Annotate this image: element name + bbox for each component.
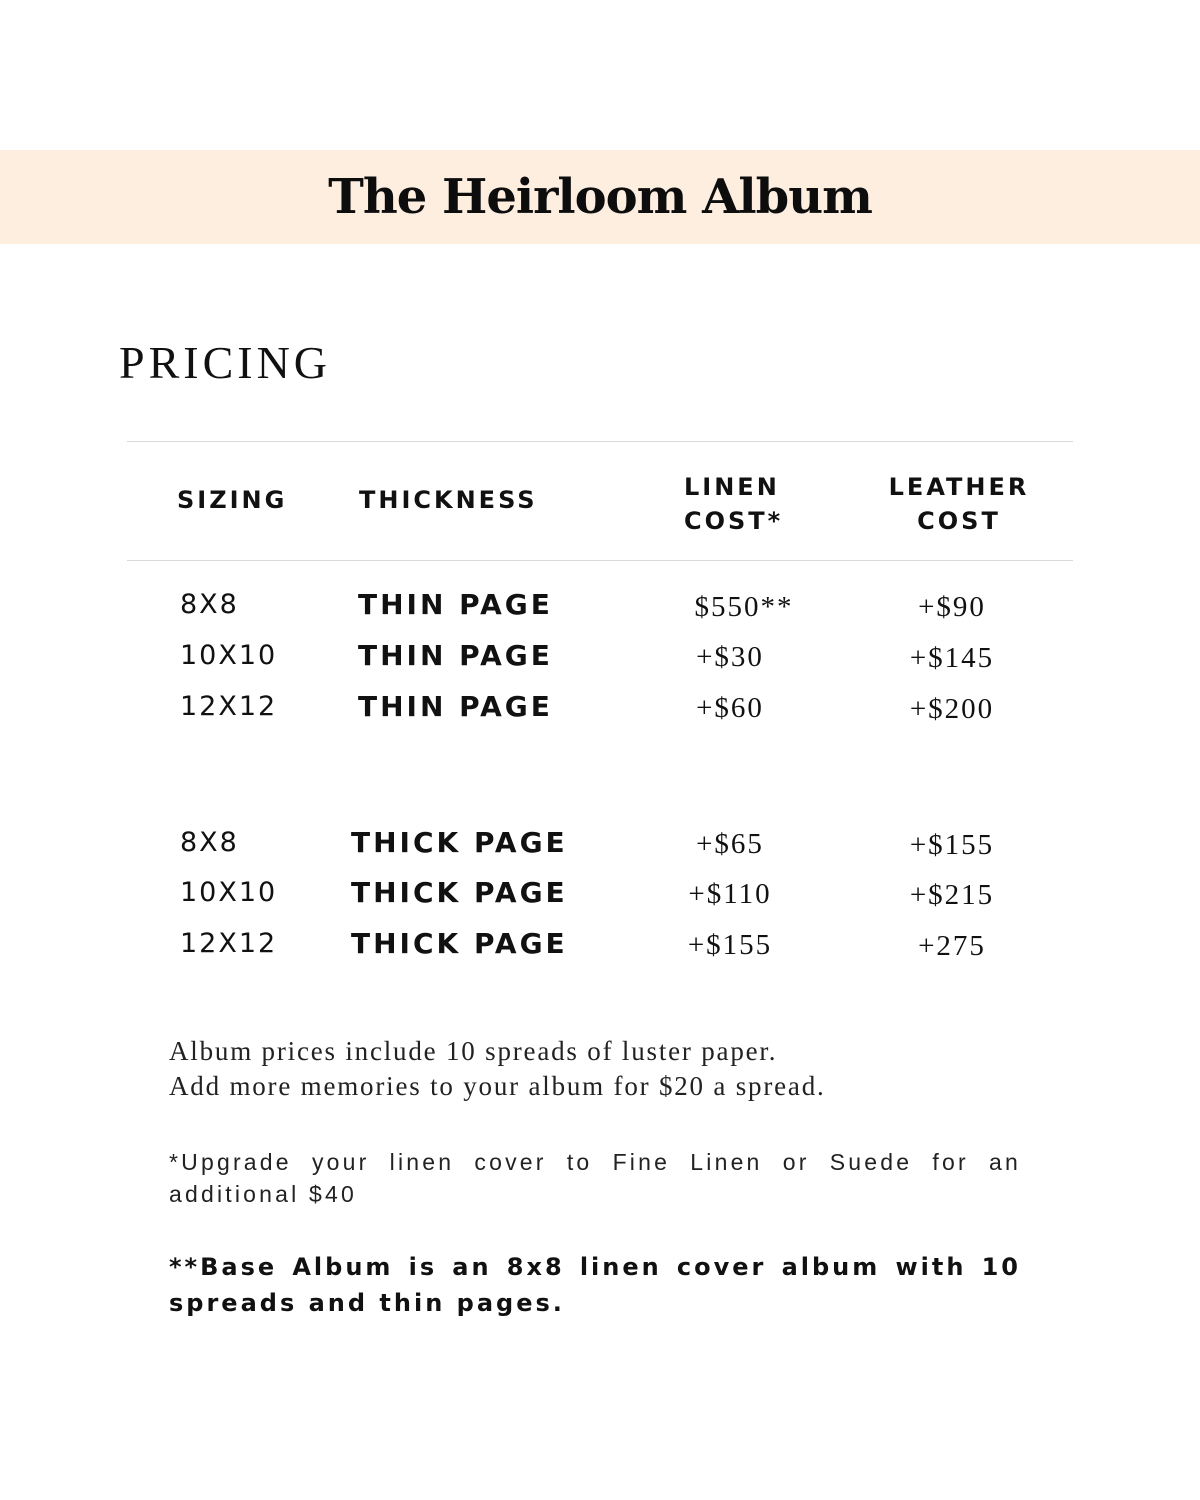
column-header-linen-line1: LINEN [684, 473, 780, 501]
column-header-sizing: SIZING [177, 486, 288, 514]
leather-cost-cell: +$145 [909, 642, 995, 674]
leather-cost-cell: +275 [918, 930, 986, 962]
column-header-linen-line2: COST* [684, 507, 784, 535]
extra-spreads-line: Add more memories to your album for $20 a spread. [169, 1071, 826, 1101]
linen-cost-cell: +$155 [687, 929, 773, 961]
column-header-leather-cost [884, 470, 1034, 538]
size-cell: 8X8 [180, 827, 239, 858]
column-header-leather-line2: COST [917, 507, 1001, 535]
thickness-cell: THIN PAGE [358, 639, 553, 672]
title-banner [0, 150, 1200, 244]
thickness-cell: THICK PAGE [351, 876, 568, 909]
leather-cost-cell: +$215 [909, 879, 995, 911]
linen-cost-cell: +$60 [696, 692, 764, 724]
table-header-divider [127, 560, 1073, 561]
included-spreads-note [169, 1034, 1021, 1104]
thickness-cell: THICK PAGE [351, 826, 568, 859]
column-header-thickness: THICKNESS [359, 486, 538, 514]
page-title: The Heirloom Album [328, 169, 872, 225]
cover-upgrade-note: *Upgrade your linen cover to Fine Linen or Suede for an additional $40 [169, 1149, 1021, 1207]
size-cell: 8X8 [180, 589, 239, 620]
column-header-linen-cost [684, 470, 784, 538]
linen-cost-cell: +$110 [688, 878, 772, 910]
size-cell: 12X12 [180, 928, 278, 959]
linen-cost-cell: $550** [694, 591, 794, 623]
size-cell: 10X10 [180, 640, 278, 671]
base-album-note: **Base Album is an 8x8 linen cover album with 10 spreads and thin pages. [169, 1253, 1021, 1317]
table-top-divider [127, 441, 1073, 442]
thickness-cell: THICK PAGE [351, 927, 568, 960]
leather-cost-cell: +$200 [909, 693, 995, 725]
linen-cost-cell: +$30 [696, 641, 764, 673]
column-header-leather-line1: LEATHER [888, 473, 1030, 501]
size-cell: 12X12 [180, 691, 278, 722]
size-cell: 10X10 [180, 877, 278, 908]
thickness-cell: THIN PAGE [358, 690, 553, 723]
leather-cost-cell: +$90 [918, 591, 986, 623]
thickness-cell: THIN PAGE [358, 588, 553, 621]
included-spreads-line: Album prices include 10 spreads of luster paper. [169, 1036, 778, 1066]
pricing-heading: PRICING [119, 337, 332, 388]
linen-cost-cell: +$65 [696, 828, 764, 860]
leather-cost-cell: +$155 [909, 829, 995, 861]
